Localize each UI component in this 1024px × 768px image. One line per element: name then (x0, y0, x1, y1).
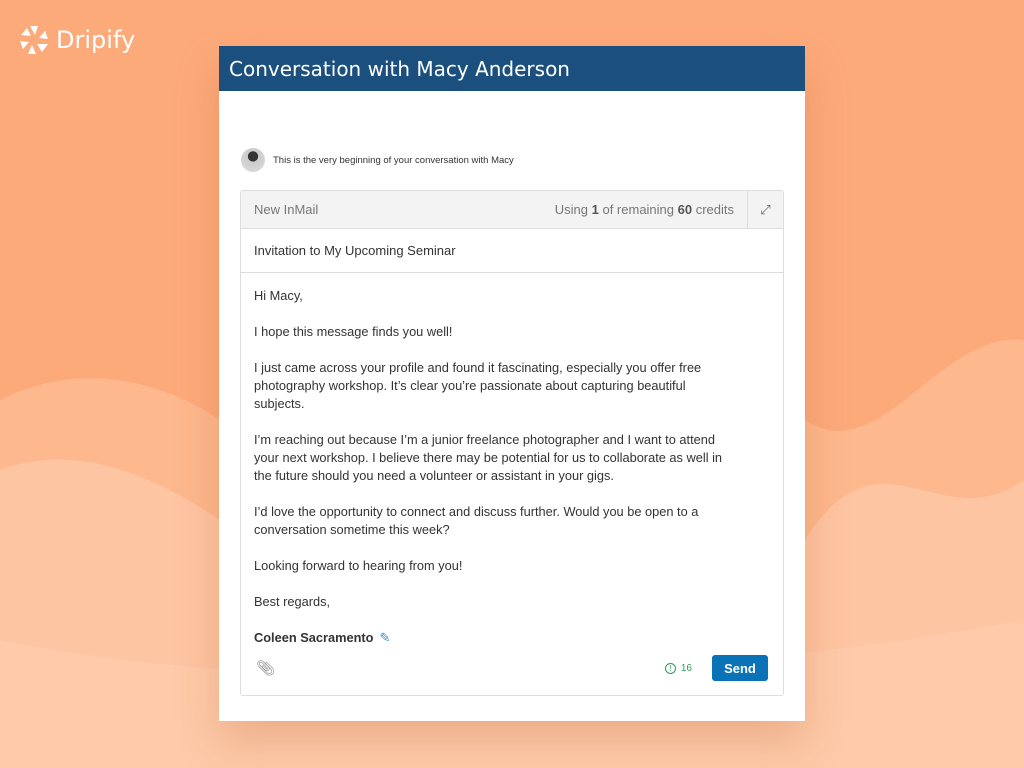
signature (254, 629, 770, 647)
message-paragraph: I’m reaching out because I’m a junior freelance photographer and I want to attend your next workshop. I believe there may be potential for us to collaborate as well in the future should you need a volunteer or assistant in your gigs. (254, 432, 723, 483)
message-paragraph: Looking forward to hearing from you! (254, 558, 463, 573)
attachment-icon[interactable]: 📎︎ (256, 660, 276, 677)
message-type: New InMail (254, 202, 319, 217)
brand-name: Dripify (56, 26, 136, 54)
intro-text: This is the very beginning of your conversation with Macy (273, 154, 514, 166)
dripify-logo (18, 24, 135, 56)
message-paragraph: I hope this message finds you well! (254, 324, 453, 339)
message-body-input[interactable] (241, 273, 783, 647)
credits-info: Using 1 of remaining 60 credits (554, 202, 734, 217)
composer-footer (241, 655, 783, 681)
send-button[interactable]: Send (712, 655, 768, 681)
pencil-icon[interactable]: ✎ (379, 630, 391, 645)
conversation-title: Conversation with Macy Anderson (219, 46, 805, 91)
signature-name: Coleen Sacramento (254, 630, 374, 645)
character-count: ! 16 (665, 663, 692, 674)
composer-toolbar (241, 191, 783, 229)
subject-input[interactable]: Invitation to My Upcoming Seminar (241, 229, 783, 273)
conversation-intro (241, 148, 514, 172)
message-paragraph: I just came across your profile and found it fascinating, especially you offer free photography workshop. It’s clear you’re passionate about capturing beautiful subjects. (254, 360, 702, 411)
message-paragraph: Hi Macy, (254, 288, 303, 303)
conversation-window (219, 46, 805, 721)
message-paragraph: Best regards, (254, 594, 331, 609)
avatar (241, 148, 265, 172)
info-icon: ! (665, 663, 676, 674)
message-paragraph: I’d love the opportunity to connect and discuss further. Would you be open to a conversation sometime this week? (254, 504, 699, 537)
message-composer (240, 190, 784, 696)
logo-icon (18, 24, 50, 56)
expand-icon[interactable]: ⤢ (747, 191, 783, 229)
